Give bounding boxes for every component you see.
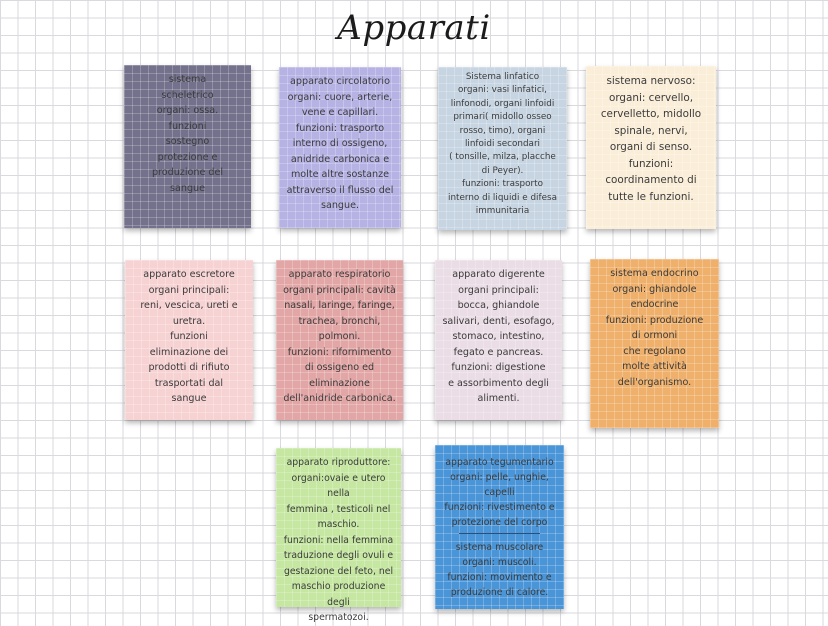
note-circulatory-system[interactable] [279, 67, 401, 228]
note-integumentary-muscular-system[interactable] [435, 445, 564, 609]
note-muscular-system-text: sistema muscolare organi: muscoli. funzioni: movimento e produzione di calore. [447, 541, 552, 598]
note-skeletal-system[interactable] [124, 65, 251, 228]
note-respiratory-system-text: apparato respiratorio organi principali: cavità nasali, laringe, faringe, trachea, bronchi, polmoni. funzioni: rifornimento di ossigeno ed eliminazione dell'anidride carbonica. [283, 269, 396, 404]
note-divider [459, 533, 541, 534]
page-title: Apparati [337, 8, 491, 48]
note-digestive-system-text: apparato digerente organi principali: bocca, ghiandole salivari, denti, esofago, stomaco, intestino, fegato e pancreas. funzioni: digestione e assorbimento degli alimenti. [442, 269, 555, 404]
note-endocrine-system-text: sistema endocrino organi: ghiandole endocrine funzioni: produzione di ormoni che regolano molte attività dell'organismo. [605, 268, 704, 388]
note-skeletal-system-text: sistema scheletrico organi: ossa. funzioni sostegno protezione e produzione del sangue [151, 74, 224, 194]
note-lymphatic-system-text: Sistema linfatico organi: vasi linfatici, linfonodi, organi linfoidi primari( midollo osseo rosso, timo), organi linfoidi secondari ( tonsille, milza, placche di Peyer). funzioni: trasporto interno di liquidi e difesa immunitaria [448, 72, 557, 217]
note-integumentary-system-text: apparato tegumentario organi: pelle, unghie, capelli funzioni: rivestimento e protezione del corpo [444, 456, 555, 528]
note-reproductive-system[interactable] [276, 448, 401, 623]
note-digestive-system[interactable] [435, 260, 562, 420]
note-endocrine-system[interactable] [590, 259, 719, 428]
note-circulatory-system-text: apparato circolatorio organi: cuore, arterie, vene e capillari. funzioni: trasporto interno di ossigeno, anidride carbonica e molte altre sostanze attraverso il flusso del sangue. [286, 76, 394, 211]
note-nervous-system-text: sistema nervoso: organi: cervello, cervelletto, midollo spinale, nervi, organi di senso. funzioni: coordinamento di tutte le funzioni. [600, 75, 702, 203]
note-nervous-system[interactable] [586, 66, 716, 229]
note-excretory-system-text: apparato escretore organi principali: reni, vescica, ureti e uretra. funzioni eliminazione dei prodotti di rifiuto trasportati dal sangue [140, 269, 238, 404]
note-respiratory-system[interactable] [276, 260, 403, 420]
note-excretory-system[interactable] [125, 260, 253, 420]
note-reproductive-system-text: apparato riproduttore: organi:ovaie e utero nella femmina , testicoli nel maschio. funzioni: nella femmina traduzione degli ovuli e gestazione del feto, nel maschio produzione degli spermatozoi. [283, 457, 394, 623]
note-lymphatic-system[interactable] [438, 67, 567, 230]
